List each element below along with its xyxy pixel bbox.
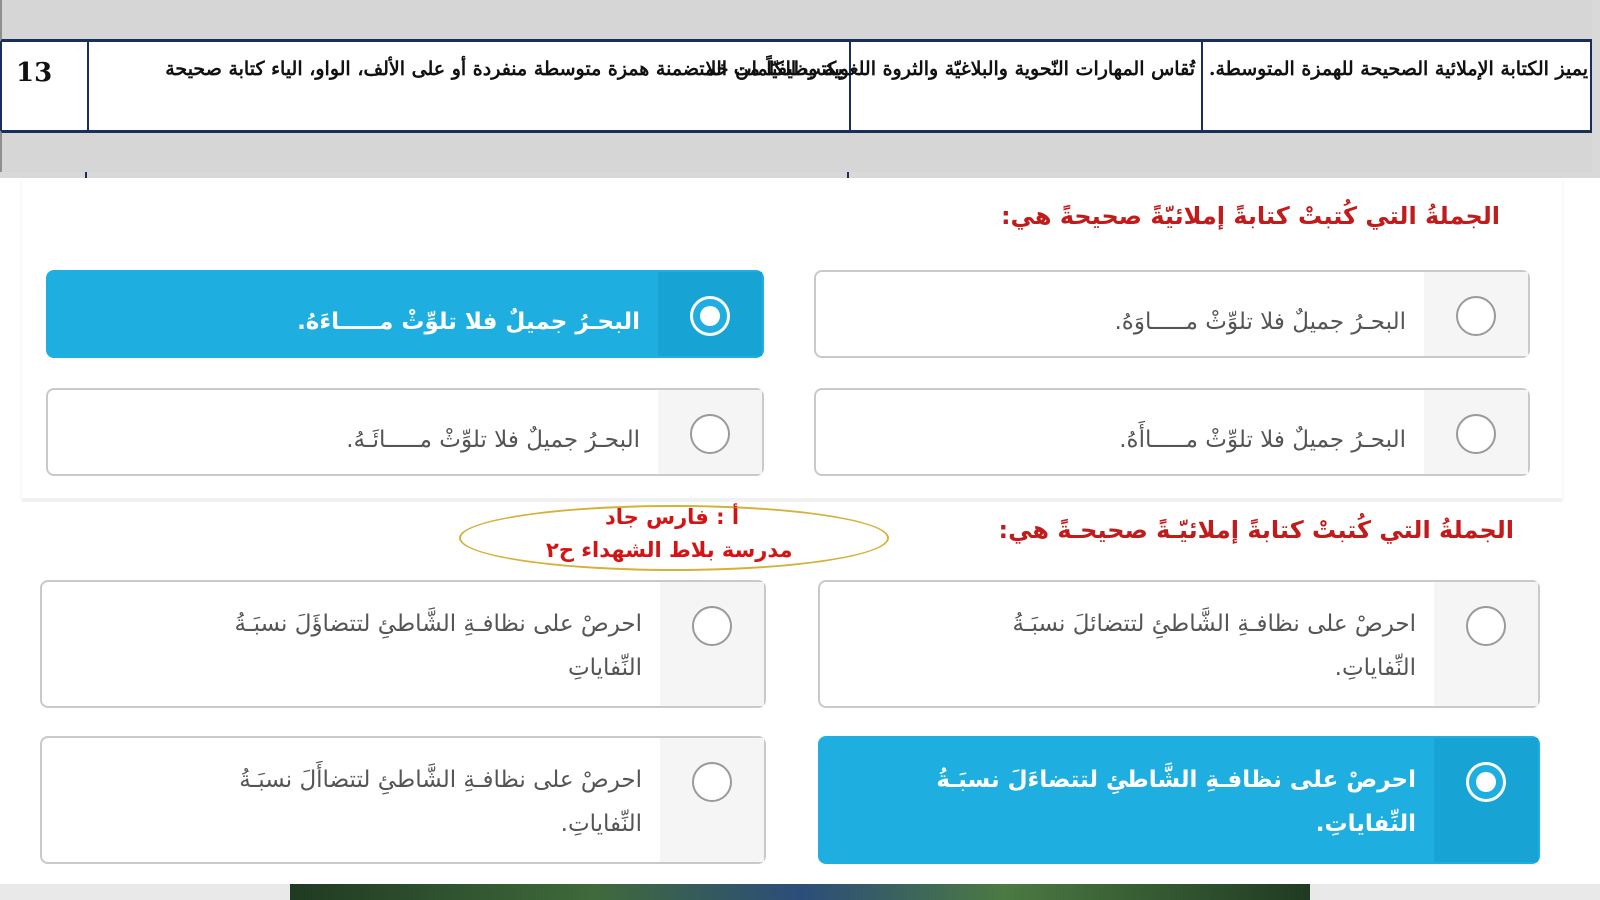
objectives-table bbox=[0, 0, 1600, 178]
measure-cell: تُقاس المهارات النّحوية والبلاغيّة والثروة اللغوية وظيفيّاً من خلا bbox=[849, 42, 1201, 130]
q1-option-1[interactable] bbox=[814, 270, 1530, 358]
radio-button[interactable] bbox=[1466, 606, 1506, 646]
stamp-teacher-name: أ : فارس جاد bbox=[605, 505, 740, 529]
option-label: احرصْ على نظافـةِ الشَّاطئِ لتتضاأَلَ نسبَـةُ النِّفاياتِ. bbox=[239, 767, 642, 837]
radio-button[interactable] bbox=[1456, 296, 1496, 336]
question-2-prompt: الجملةُ التي كُتبتْ كتابةً إملائيّـةً صحيحـةً هي: bbox=[998, 516, 1514, 544]
radio-button[interactable] bbox=[692, 606, 732, 646]
question-panel-1 bbox=[22, 178, 1562, 500]
radio-button[interactable] bbox=[692, 762, 732, 802]
option-label: البحـرُ جميلٌ فلا تلوِّثْ مـــــائَـهُ. bbox=[346, 427, 640, 453]
q2-option-2[interactable] bbox=[40, 580, 766, 708]
radio-button-selected[interactable] bbox=[690, 296, 730, 336]
q2-option-1[interactable] bbox=[818, 580, 1540, 708]
q1-option-2[interactable] bbox=[46, 270, 764, 358]
option-label: احرصْ على نظافـةِ الشَّاطئِ لتتضائلَ نسبَـةُ النِّفاياتِ. bbox=[1012, 611, 1416, 681]
table-row-empty-top bbox=[0, 0, 1592, 42]
option-label: البحـرُ جميلٌ فلا تلوِّثْ مـــــاأَهُ. bbox=[1119, 427, 1406, 453]
option-label: البحـرُ جميلٌ فلا تلوِّثْ مـــــاوَهُ. bbox=[1114, 309, 1406, 335]
option-label: احرصْ على نظافـةِ الشَّاطئِ لتتضاءَلَ نسبَـةُ النِّفاياتِ. bbox=[936, 767, 1416, 837]
option-label: البحـرُ جميلٌ فلا تلوِّثْ مـــــاءَهُ. bbox=[297, 309, 640, 335]
row-number: 13 bbox=[16, 58, 53, 88]
radio-button[interactable] bbox=[1456, 414, 1496, 454]
q1-option-3[interactable] bbox=[814, 388, 1530, 476]
standard-cell: يميز الكتابة الإملائية الصحيحة للهمزة المتوسطة. bbox=[1201, 42, 1594, 130]
table-row-empty-bottom bbox=[0, 130, 1592, 172]
skill-cell: يكتب الكلمات المتضمنة همزة متوسطة منفردة أو على الألف، الواو، الياء كتابة صحيحة bbox=[87, 42, 849, 130]
q2-option-4[interactable] bbox=[40, 736, 766, 864]
background-photo bbox=[290, 884, 1310, 900]
question-1-prompt: الجملةُ التي كُتبتْ كتابةً إملائيّةً صحيحةً هي: bbox=[1000, 202, 1500, 230]
radio-button[interactable] bbox=[690, 414, 730, 454]
q2-option-3[interactable] bbox=[818, 736, 1540, 864]
radio-button-selected[interactable] bbox=[1466, 762, 1506, 802]
option-label: احرصْ على نظافـةِ الشَّاطئِ لتتضاؤَلَ نسبَـةُ النِّفاياتِ bbox=[234, 611, 642, 681]
table-row bbox=[0, 42, 1592, 130]
q1-option-4[interactable] bbox=[46, 388, 764, 476]
stamp-school-name: مدرسة بلاط الشهداء ح٢ bbox=[546, 538, 793, 562]
